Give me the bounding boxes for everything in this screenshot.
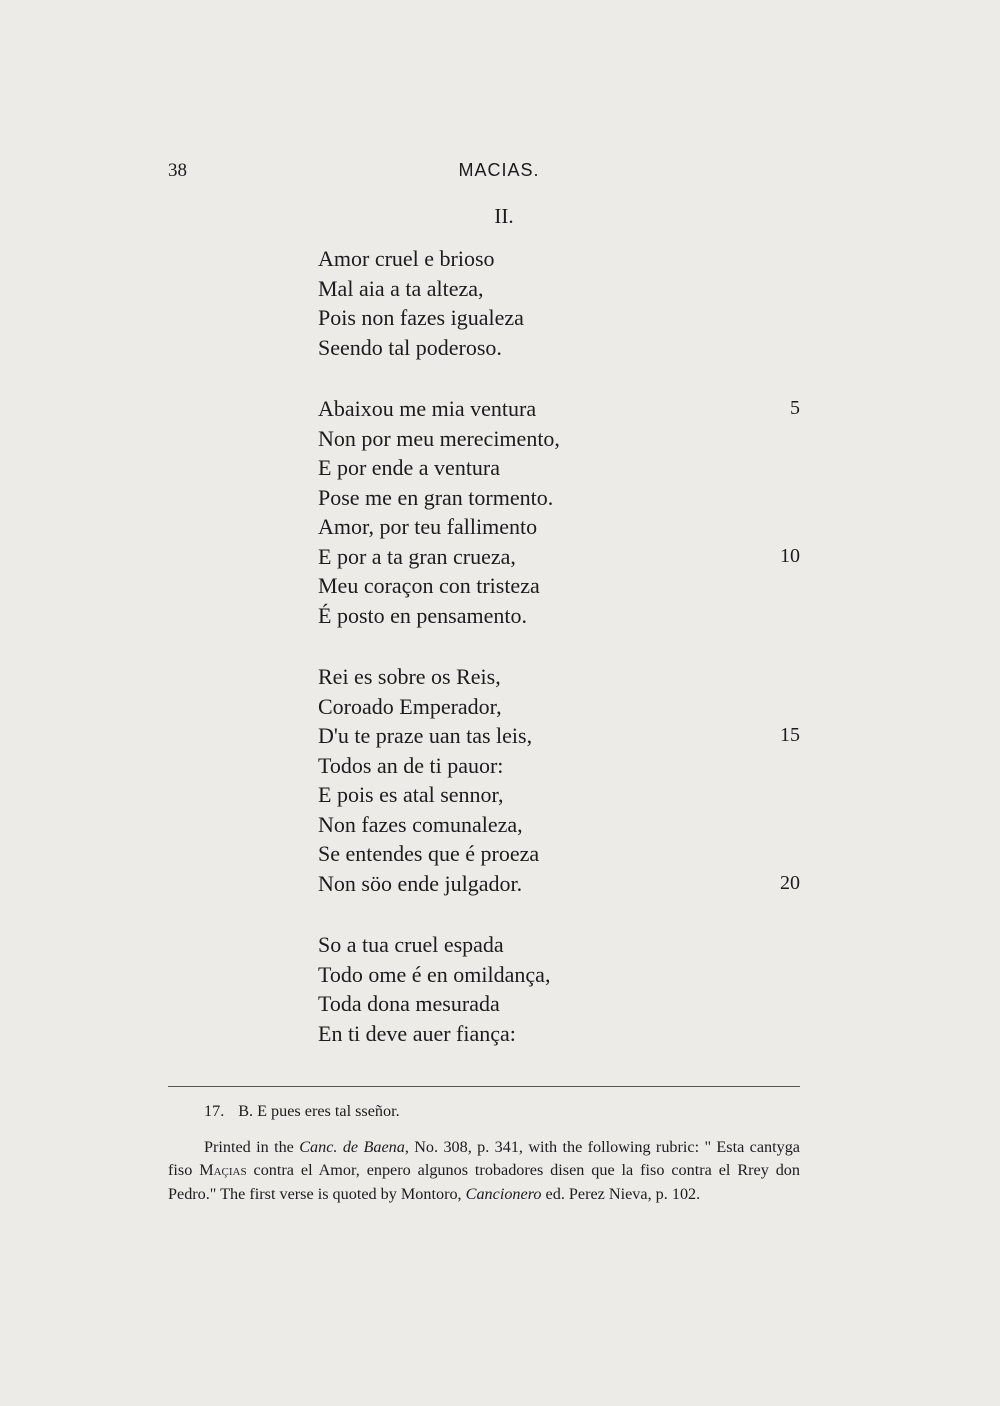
verse-line — [318, 869, 800, 899]
verse-text: En ti deve auer fiança: — [318, 1020, 516, 1046]
verse-line — [318, 1019, 800, 1049]
verse-text: Seendo tal poderoso. — [318, 334, 502, 360]
verse-text: D'u te praze uan tas leis, — [318, 723, 533, 748]
verse-text: É posto en pensamento. — [318, 602, 527, 628]
note-text: Printed in the — [204, 1137, 300, 1156]
verse-line — [318, 930, 800, 960]
verse-text: Todo ome é en omildança, — [318, 961, 551, 987]
verse-line — [318, 424, 800, 454]
source-note — [168, 1136, 800, 1207]
line-number: 15 — [780, 724, 800, 746]
line-number: 20 — [780, 871, 800, 894]
page-number: 38 — [168, 160, 187, 181]
verse-text: Se entendes que é proeza — [318, 841, 540, 866]
verse-text: E por a ta gran crueza, — [318, 543, 516, 569]
verse-text: Pois non fazes igualeza — [318, 305, 524, 330]
verse-text: Toda dona mesurada — [318, 991, 500, 1016]
verse-line — [318, 333, 800, 363]
verse-text: Abaixou me mia ventura — [318, 396, 537, 421]
stanza — [318, 244, 800, 362]
verse-line — [318, 662, 800, 692]
poem-body — [318, 244, 800, 1080]
variant-text: B. E pues eres tal sseñor. — [238, 1102, 400, 1120]
note-title-baena: Canc. de Baena — [299, 1137, 405, 1156]
verse-text: E pois es atal sennor, — [318, 782, 504, 807]
footnotes — [168, 1100, 800, 1206]
line-number: 5 — [790, 397, 800, 419]
verse-text: So a tua cruel espada — [318, 932, 504, 957]
running-head — [168, 160, 800, 190]
note-title-cancionero: Cancionero — [465, 1184, 542, 1203]
verse-line — [318, 274, 800, 304]
verse-line — [318, 571, 800, 601]
verse-line — [318, 960, 800, 990]
verse-line — [318, 839, 800, 869]
verse-text: Pose me en gran tormento. — [318, 484, 554, 510]
note-author-name: Maçias — [199, 1161, 247, 1179]
variant-note — [204, 1100, 800, 1124]
variant-line-number: 17. — [204, 1102, 225, 1120]
verse-line — [318, 542, 800, 572]
verse-text: Amor, por teu fallimento — [318, 514, 538, 539]
note-text: ed. Perez Nieva, p. 102. — [541, 1184, 701, 1203]
verse-line — [318, 512, 800, 542]
verse-text: Coroado Emperador, — [318, 693, 502, 719]
verse-line — [318, 780, 800, 810]
footnote-rule — [168, 1086, 800, 1087]
verse-text: Non por meu merecimento, — [318, 425, 560, 451]
line-number: 10 — [780, 544, 800, 567]
note-text: , No. 308, p. 341, with the following rubric: " Esta cantyga fiso — [168, 1137, 800, 1179]
note-text: contra el Amor, enpero algunos trobadores disen que la fiso contra el Rrey don Pedro." The first verse is quoted by Montoro, — [168, 1161, 800, 1203]
running-title: MACIAS. — [458, 160, 540, 180]
verse-text: Meu coraçon con tristeza — [318, 573, 540, 598]
verse-text: Non fazes comunaleza, — [318, 811, 523, 837]
verse-line — [318, 721, 800, 751]
verse-line — [318, 303, 800, 333]
verse-line — [318, 244, 800, 274]
verse-text: Rei es sobre os Reis, — [318, 664, 501, 689]
verse-line — [318, 692, 800, 722]
verse-line — [318, 751, 800, 781]
verse-line — [318, 810, 800, 840]
verse-line — [318, 989, 800, 1019]
verse-line — [318, 601, 800, 631]
stanza — [318, 662, 800, 898]
verse-line — [318, 394, 800, 424]
stanza — [318, 930, 800, 1048]
verse-text: Non söo ende julgador. — [318, 870, 523, 896]
stanza — [318, 394, 800, 630]
verse-line — [318, 453, 800, 483]
verse-text: Todos an de ti pauor: — [318, 752, 504, 778]
verse-text: E por ende a ventura — [318, 455, 501, 480]
verse-text: Amor cruel e brioso — [318, 246, 495, 271]
verse-text: Mal aia a ta alteza, — [318, 275, 484, 301]
verse-line — [318, 483, 800, 513]
poem-number: II. — [494, 204, 514, 228]
